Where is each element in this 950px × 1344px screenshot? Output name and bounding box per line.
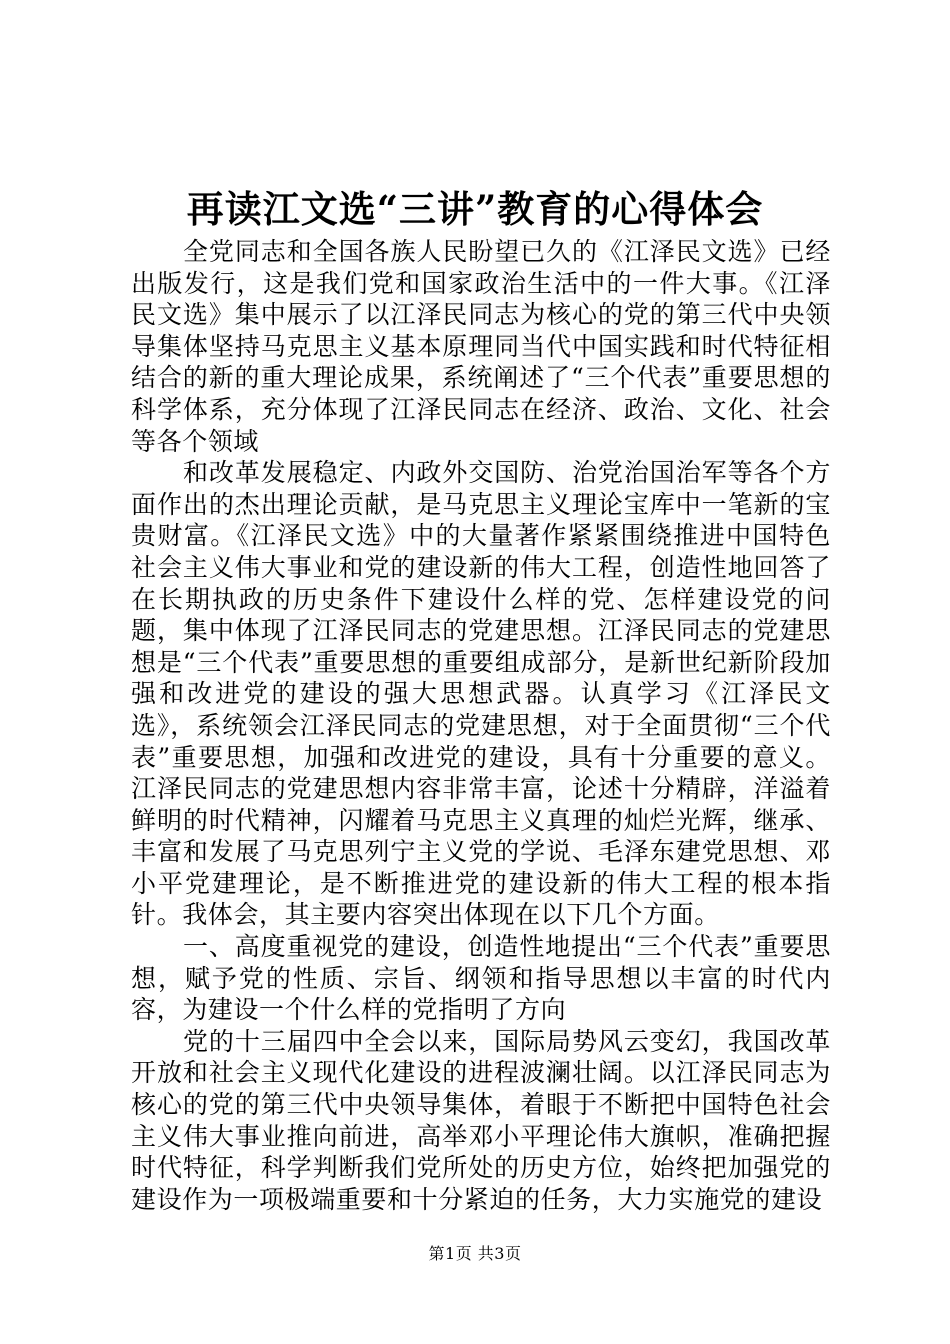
body-paragraph: 和改革发展稳定、内政外交国防、治党治国治军等各个方面作出的杰出理论贡献，是马克思主义理论宝库中一笔新的宝贵财富。《江泽民文选》中的大量著作紧紧围绕推进中国特色社会主义伟大事业和党的建设新的伟大工程，创造性地回答了在长期执政的历史条件下建设什么样的党、怎样建设党的问题，集中体现了江泽民同志的党建思想。江泽民同志的党建思想是“三个代表”重要思想的重要组成部分，是新世纪新阶段加强和改进党的建设的强大思想武器。认真学习《江泽民文选》，系统领会江泽民同志的党建思想，对于全面贯彻“三个代表”重要思想，加强和改进党的建设，具有十分重要的意义。江泽民同志的党建思想内容非常丰富，论述十分精辟，洋溢着鲜明的时代精神，闪耀着马克思主义真理的灿烂光辉，继承、丰富和发展了马克思列宁主义党的学说、毛泽东建党思想、邓小平党建理论，是不断推进党的建设新的伟大工程的根本指针。我体会，其主要内容突出体现在以下几个方面。 — [131, 458, 831, 930]
page-number-footer: 第1页 共3页 — [428, 1244, 522, 1263]
section-heading-paragraph: 一、高度重视党的建设，创造性地提出“三个代表”重要思想，赋予党的性质、宗旨、纲领和指导思想以丰富的时代内容，为建设一个什么样的党指明了方向 — [131, 932, 831, 1025]
document-title: 再读江文选“三讲”教育的心得体会 — [186, 187, 764, 231]
body-paragraph: 全党同志和全国各族人民盼望已久的《江泽民文选》已经出版发行，这是我们党和国家政治生活中的一件大事。《江泽民文选》集中展示了以江泽民同志为核心的党的第三代中央领导集体坚持马克思主义基本原理同当代中国实践和时代特征相结合的新的重大理论成果，系统阐述了“三个代表”重要思想的科学体系，充分体现了江泽民同志在经济、政治、文化、社会等各个领域 — [131, 237, 831, 456]
document-body — [131, 236, 831, 1215]
body-paragraph: 党的十三届四中全会以来，国际局势风云变幻，我国改革开放和社会主义现代化建设的进程波澜壮阔。以江泽民同志为核心的党的第三代中央领导集体，着眼于不断把中国特色社会主义伟大事业推向前进，高举邓小平理论伟大旗帜，准确把握时代特征，科学判断我们党所处的历史方位，始终把加强党的建设作为一项极端重要和十分紧迫的任务，大力实施党的建设 — [131, 1026, 831, 1214]
